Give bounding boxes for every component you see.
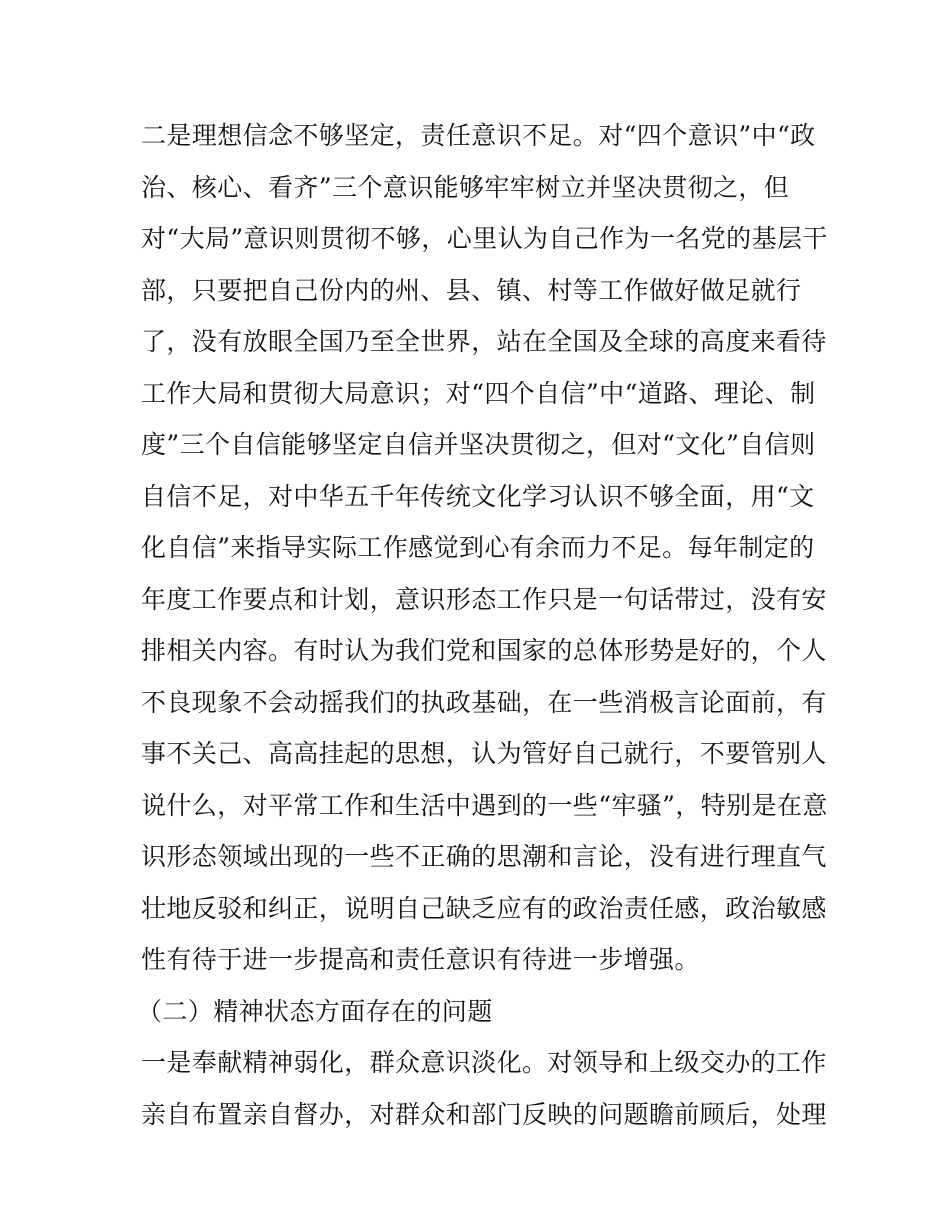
text-line: 了，没有放眼全国乃至全世界，站在全国及全球的高度来看待 xyxy=(141,327,827,356)
text-line: 二是理想信念不够坚定，责任意识不足。对“四个意识”中“政 xyxy=(141,121,816,150)
text-line: 识形态领域出现的一些不正确的思潮和言论，没有进行理直气 xyxy=(141,842,827,871)
text-line: 化自信”来指导实际工作感觉到心有余而力不足。每年制定的 xyxy=(141,533,815,562)
body-text xyxy=(137,110,828,1140)
text-line: 度”三个自信能够坚定自信并坚决贯彻之，但对“文化”自信则 xyxy=(141,430,816,459)
text-line: 壮地反驳和纠正，说明自己缺乏应有的政治责任感，政治敏感 xyxy=(141,893,827,923)
text-line: 性有待于进一步提高和责任意识有待进一步增强。 xyxy=(141,945,700,974)
text-line: 不良现象不会动摇我们的执政基础，在一些消极言论面前，有 xyxy=(141,687,827,717)
text-line: 一是奉献精神弱化，群众意识淡化。对领导和上级交办的工作 xyxy=(141,1048,827,1077)
text-line: 治、核心、看齐”三个意识能够牢牢树立并坚决贯彻之，但 xyxy=(141,172,790,202)
text-line: 说什么，对平常工作和生活中遇到的一些“牢骚”，特别是在意 xyxy=(141,790,828,820)
text-line: 对“大局”意识则贯彻不够，心里认为自己作为一名党的基层干 xyxy=(141,224,828,253)
text-line: 排相关内容。有时认为我们党和国家的总体形势是好的，个人 xyxy=(141,636,827,665)
text-line: 亲自布置亲自督办，对群众和部门反映的问题瞻前顾后，处理 xyxy=(141,1099,827,1129)
section-heading: （二）精神状态方面存在的问题 xyxy=(137,996,493,1026)
text-line: 部，只要把自己份内的州、县、镇、村等工作做好做足就行 xyxy=(141,275,802,305)
text-line: 年度工作要点和计划，意识形态工作只是一句话带过，没有安 xyxy=(141,584,827,614)
text-line: 自信不足，对中华五千年传统文化学习认识不够全面，用“文 xyxy=(141,481,815,511)
text-line: 事不关己、高高挂起的思想，认为管好自己就行，不要管别人 xyxy=(141,739,827,768)
text-line: 工作大局和贯彻大局意识；对“四个自信”中“道路、理论、制 xyxy=(141,378,816,408)
